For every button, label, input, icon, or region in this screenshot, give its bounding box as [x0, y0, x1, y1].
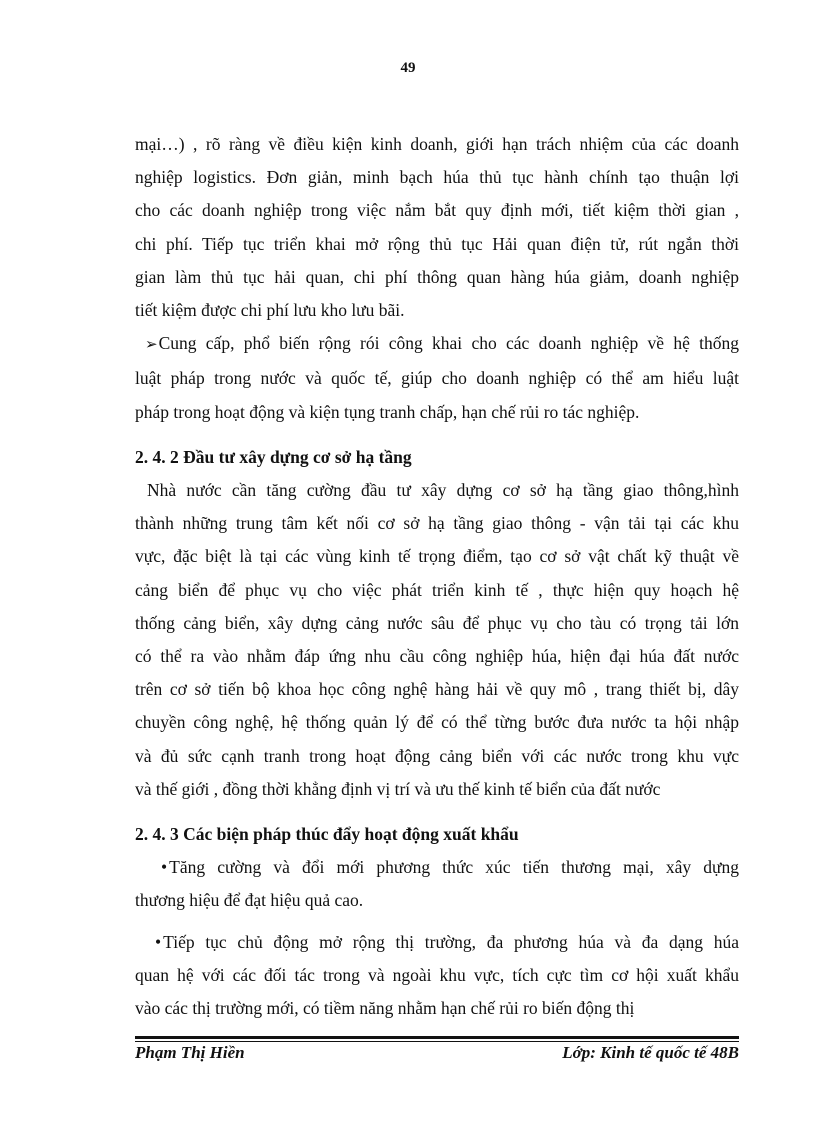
paragraph-line: luật pháp trong nước và quốc tế, giúp cho doanh nghiệp có thể am hiểu luật [135, 368, 739, 389]
paragraph-line: có thể ra vào nhằm đáp ứng nhu cầu công nghiệp húa, hiện đại húa đất nước [135, 646, 739, 667]
page-number: 49 [400, 60, 416, 76]
paragraph-line: trên cơ sở tiến bộ khoa học công nghệ hàng hải về quy mô , trang thiết bị, dây [135, 679, 739, 700]
dot-bullet-item [135, 926, 739, 959]
paragraph-line: vào các thị trường mới, có tiềm năng nhằm hạn chế rủi ro biến động thị [135, 998, 635, 1019]
arrow-bullet-icon: ➢ [145, 337, 158, 354]
bullet-text: Tiếp tục chủ động mở rộng thị trường, đa phương húa và đa dạng húa [163, 931, 739, 952]
footer-divider [135, 1036, 739, 1039]
paragraph-line: và thế giới , đồng thời khẳng định vị trí và ưu thế kinh tế biển của đất nước [135, 778, 661, 799]
bullet-dot-icon: • [161, 857, 168, 878]
paragraph-line: mại…) , rõ ràng về điều kiện kinh doanh, giới hạn trách nhiệm của các doanh [135, 134, 739, 154]
footer-author: Phạm Thị Hiền [135, 1043, 245, 1062]
footer-divider-thin [135, 1041, 739, 1042]
paragraph-line: tiết kiệm được chi phí lưu kho lưu bãi. [135, 300, 405, 321]
bullet-dot-icon: • [155, 931, 162, 952]
paragraph-line: pháp trong hoạt động và kiện tụng tranh chấp, hạn chế rủi ro tác nghiệp. [135, 401, 640, 422]
section-heading-242: 2. 4. 2 Đầu tư xây dựng cơ sở hạ tầng [135, 446, 412, 467]
document-body [135, 128, 739, 1025]
paragraph-line: chuyền công nghệ, hệ thống quản lý để có thể từng bước đưa nước ta hội nhập [135, 712, 739, 733]
dot-bullet-item [135, 851, 739, 884]
paragraph-line: cho các doanh nghiệp trong việc nắm bắt quy định mới, tiết kiệm thời gian , [135, 200, 739, 221]
paragraph-line: thương hiệu để đạt hiệu quả cao. [135, 890, 364, 911]
bullet-text: Tăng cường và đổi mới phương thức xúc tiến thương mại, xây dựng [169, 857, 739, 878]
paragraph-line: vực, đặc biệt là tại các vùng kinh tế trọng điểm, tạo cơ sở vật chất kỹ thuật về [135, 546, 739, 567]
paragraph-line: chi phí. Tiếp tục triển khai mở rộng thủ tục Hải quan điện tử, rút ngắn thời [135, 233, 739, 254]
paragraph-line: cảng biển để phục vụ cho việc phát triển kinh tế , thực hiện quy hoạch hệ [135, 579, 739, 600]
bullet-text: Cung cấp, phổ biến rộng rói công khai cho các doanh nghiệp về hệ thống [158, 333, 739, 354]
paragraph-line: nghiệp logistics. Đơn giản, minh bạch húa thủ tục hành chính tạo thuận lợi [135, 167, 739, 188]
paragraph-line: thống cảng biển, xây dựng cảng nước sâu để phục vụ cho tàu có trọng tải lớn [135, 612, 739, 633]
footer-class: Lớp: Kinh tế quốc tế 48B [562, 1043, 739, 1062]
arrow-bullet-item [135, 327, 739, 362]
paragraph-line: và đủ sức cạnh tranh trong hoạt động cảng biển với các nước trong khu vực [135, 745, 739, 766]
paragraph-line: Nhà nước cần tăng cường đầu tư xây dựng cơ sở hạ tầng giao thông,hình [147, 480, 739, 501]
paragraph-line: thành những trung tâm kết nối cơ sở hạ tầng giao thông - vận tải tại các khu [135, 513, 739, 534]
section-heading-243: 2. 4. 3 Các biện pháp thúc đẩy hoạt động xuất khẩu [135, 824, 519, 845]
paragraph-line: quan hệ với các đối tác trong và ngoài khu vực, tích cực tìm cơ hội xuất khẩu [135, 964, 739, 985]
paragraph-line: gian làm thủ tục hải quan, chi phí thông quan hàng húa giảm, doanh nghiệp [135, 266, 739, 287]
